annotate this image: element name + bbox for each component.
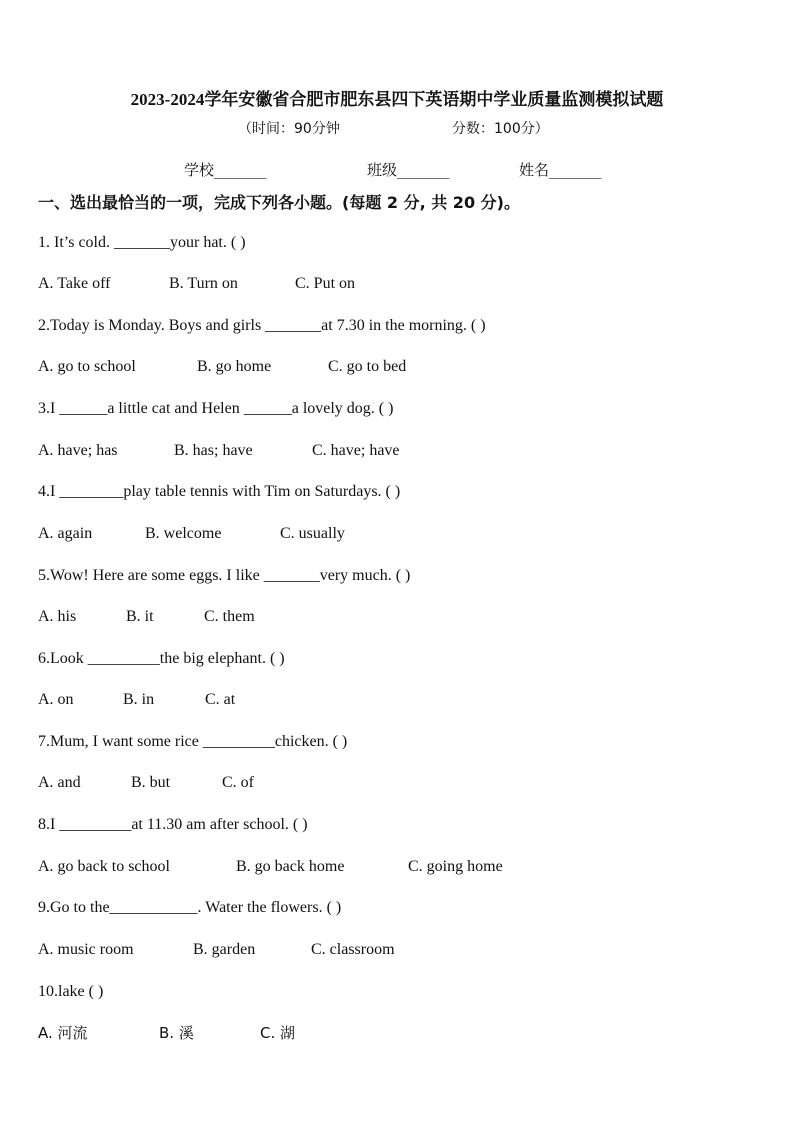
question-3-options bbox=[38, 441, 400, 461]
section-heading: 一、选出最恰当的一项，完成下列各小题。(每题 2 分, 共 20 分)。 bbox=[38, 193, 520, 212]
option-a: A. have; has bbox=[38, 442, 118, 459]
option-c: C. 湖 bbox=[260, 1024, 296, 1042]
question-3-stem: 3.I ______a little cat and Helen ______a lovely dog. ( ) bbox=[38, 400, 394, 417]
question-4-options bbox=[38, 524, 345, 544]
question-8-options bbox=[38, 857, 503, 877]
option-c: C. Put on bbox=[295, 275, 356, 292]
option-c: C. them bbox=[204, 608, 255, 625]
option-b: B. go back home bbox=[236, 858, 345, 875]
question-7-options bbox=[38, 773, 254, 793]
question-5-stem: 5.Wow! Here are some eggs. I like _______very much. ( ) bbox=[38, 567, 411, 584]
question-2-options bbox=[38, 357, 406, 377]
school-field: 学校_______ bbox=[184, 161, 267, 179]
option-c: C. usually bbox=[280, 525, 345, 542]
question-10-options bbox=[38, 1023, 295, 1043]
option-b: B. garden bbox=[193, 941, 256, 958]
option-a: A. on bbox=[38, 691, 74, 708]
question-4-stem: 4.I ________play table tennis with Tim on Saturdays. ( ) bbox=[38, 483, 401, 500]
question-9-options bbox=[38, 940, 395, 960]
option-c: C. have; have bbox=[312, 442, 400, 459]
option-c: C. go to bed bbox=[328, 358, 407, 375]
option-c: C. going home bbox=[408, 858, 503, 875]
option-a: A. again bbox=[38, 525, 93, 542]
question-6-stem: 6.Look _________the big elephant. ( ) bbox=[38, 650, 285, 667]
question-8-stem: 8.I _________at 11.30 am after school. ( ) bbox=[38, 816, 308, 833]
question-5-options bbox=[38, 607, 255, 627]
exam-time: （时间：90分钟 bbox=[238, 121, 340, 137]
option-b: B. Turn on bbox=[169, 275, 238, 292]
option-b: B. go home bbox=[197, 358, 272, 375]
option-a: A. 河流 bbox=[38, 1024, 88, 1042]
class-field: 班级_______ bbox=[367, 161, 450, 179]
question-1-stem: 1. It’s cold. _______your hat. ( ) bbox=[38, 234, 246, 251]
option-b: B. welcome bbox=[145, 525, 222, 542]
option-a: A. go to school bbox=[38, 358, 136, 375]
question-6-options bbox=[38, 690, 235, 710]
question-9-stem: 9.Go to the___________. Water the flowers. ( ) bbox=[38, 899, 342, 916]
option-c: C. of bbox=[222, 774, 254, 791]
page-title: 2023-2024学年安徽省合肥市肥东县四下英语期中学业质量监测模拟试题 bbox=[130, 90, 664, 109]
option-a: A. music room bbox=[38, 941, 134, 958]
option-b: B. it bbox=[126, 608, 154, 625]
option-c: C. at bbox=[205, 691, 236, 708]
exam-total-score: 分数：100分） bbox=[452, 121, 549, 137]
option-a: A. his bbox=[38, 608, 77, 625]
option-b: B. has; have bbox=[174, 442, 253, 459]
name-field: 姓名_______ bbox=[519, 161, 602, 179]
question-1-options bbox=[38, 274, 355, 294]
option-a: A. Take off bbox=[38, 275, 111, 292]
question-2-stem: 2.Today is Monday. Boys and girls _______at 7.30 in the morning. ( ) bbox=[38, 317, 486, 334]
option-b: B. but bbox=[131, 774, 171, 791]
question-7-stem: 7.Mum, I want some rice _________chicken. ( ) bbox=[38, 733, 348, 750]
option-a: A. go back to school bbox=[38, 858, 170, 875]
option-a: A. and bbox=[38, 774, 81, 791]
option-b: B. 溪 bbox=[159, 1024, 194, 1042]
option-c: C. classroom bbox=[311, 941, 395, 958]
option-b: B. in bbox=[123, 691, 155, 708]
question-10-stem: 10.lake ( ) bbox=[38, 983, 104, 1000]
